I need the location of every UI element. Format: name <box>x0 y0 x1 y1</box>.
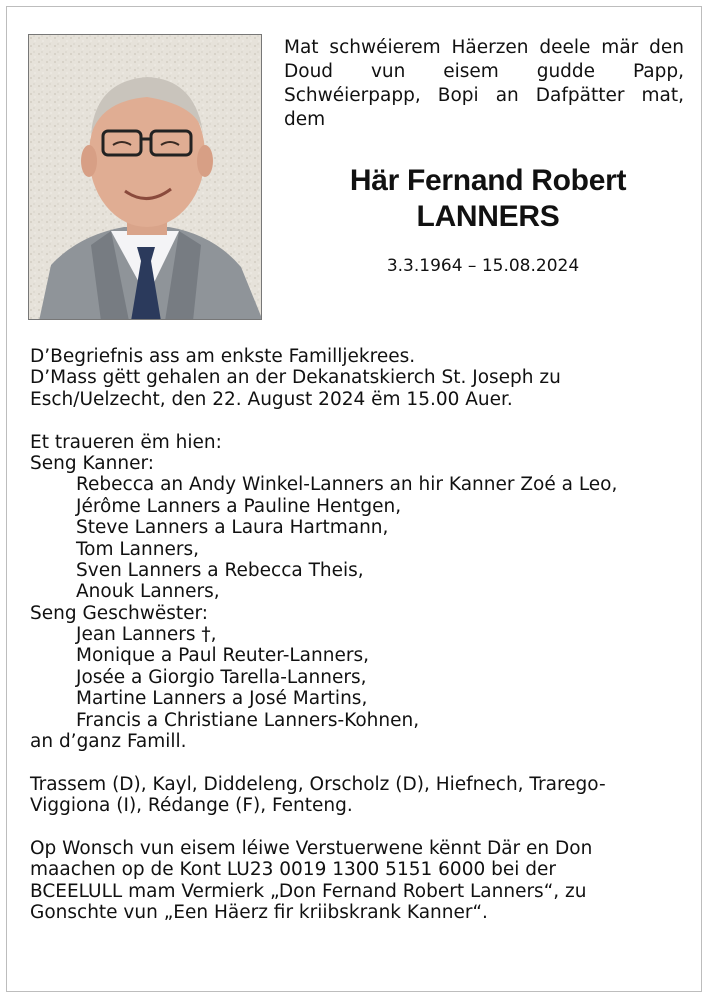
child-entry: Rebecca an Andy Winkel-Lanners an hir Kanner Zoé a Leo, <box>76 474 618 496</box>
siblings-label: Seng Geschwëster: <box>30 602 209 624</box>
places-line-2: Viggiona (I), Rédange (F), Fenteng. <box>30 795 353 817</box>
notice-body <box>30 346 680 924</box>
places-line-1: Trassem (D), Kayl, Diddeleng, Orscholz (D), Hiefnech, Trarego- <box>30 773 606 795</box>
donation-line-1: Op Wonsch vun eisem léiwe Verstuerwene kënnt Där en Don <box>30 837 593 859</box>
child-entry: Sven Lanners a Rebecca Theis, <box>76 559 364 581</box>
mourners-heading: Et traueren ëm hien: <box>30 431 222 453</box>
spacer <box>30 752 680 773</box>
intro-text: Mat schwéierem Häerzen deele mär den Doud vun eisem gudde Papp, Schwéierpapp, Bopi an Dafpätter mat, dem <box>284 37 684 130</box>
sibling-entry: Martine Lanners a José Martins, <box>76 688 368 710</box>
life-dates: 3.3.1964 – 15.08.2024 <box>386 256 580 276</box>
deceased-name <box>284 163 692 235</box>
spacer <box>30 410 680 431</box>
donation-line-2: maachen op de Kont LU23 0019 1300 5151 6000 bei der <box>30 859 556 881</box>
child-entry: Anouk Lanners, <box>76 581 220 603</box>
child-entry: Jérôme Lanners a Pauline Hentgen, <box>76 495 402 517</box>
child-entry: Steve Lanners a Laura Hartmann, <box>76 517 389 539</box>
spacer <box>30 817 680 838</box>
sibling-entry: Jean Lanners †, <box>76 624 217 646</box>
sibling-entry: Francis a Christiane Lanners-Kohnen, <box>76 709 420 731</box>
portrait-photo <box>28 34 262 320</box>
donation-line-4: Gonschte vun „Een Häerz fir kriibskrank Kanner“. <box>30 902 488 924</box>
funeral-line-1: D’Begriefnis ass am enkste Familljekrees. <box>30 346 416 367</box>
sibling-entry: Monique a Paul Reuter-Lanners, <box>76 645 369 667</box>
child-entry: Tom Lanners, <box>76 538 199 560</box>
children-label: Seng Kanner: <box>30 452 154 474</box>
funeral-line-2: D’Mass gëtt gehalen an der Dekanatskierch St. Joseph zu <box>30 367 561 389</box>
funeral-line-3: Esch/Uelzecht, den 22. August 2024 ëm 15.00 Auer. <box>30 388 513 410</box>
family-line: an d’ganz Famill. <box>30 731 187 753</box>
donation-line-3: BCEELULL mam Vermierk „Don Fernand Robert Lanners“, zu <box>30 880 587 902</box>
sibling-entry: Josée a Giorgio Tarella-Lanners, <box>76 666 367 688</box>
deceased-name-line1: Här Fernand Robert <box>349 164 627 197</box>
deceased-surname: LANNERS <box>416 200 560 233</box>
